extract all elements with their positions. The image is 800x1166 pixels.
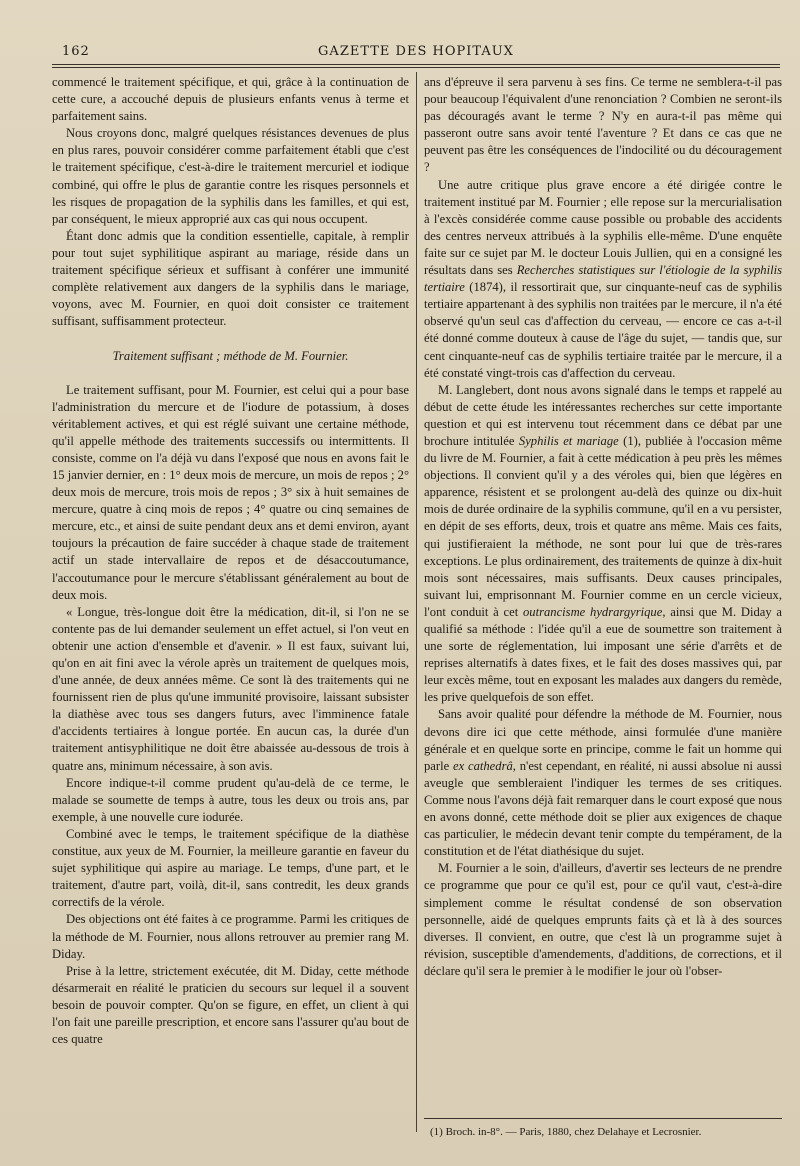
paragraph: Étant donc admis que la condition essentielle, capitale, à remplir pour tout sujet syphilitique aspirant au mariage, réside dans un traitement spécifique sérieux et suffisant à conférer une immunité complète relativement aux dangers de la syphilis dans le mariage, voyons, avec M. Fournier, en quoi doit consister ce traitement suffisant, suffisamment protecteur.: [52, 228, 409, 329]
paragraph: commencé le traitement spécifique, et qui, grâce à la continuation de cette cure, a accouché depuis de plusieurs enfants venus à terme et parfaitement sains.: [52, 75, 409, 124]
column-divider: [416, 72, 417, 1132]
paragraph: Prise à la lettre, strictement exécutée, dit M. Diday, cette méthode désarmerait en réalité le praticien du secours sur lequel il a souvent besoin de pouvoir compter. Qu'on se figure, en effet, un client à qui l'on fait une pareille prescription, et encore sans l'assurer qu'au bout de ces quatre: [52, 963, 409, 1047]
text-run: (1874), il ressortirait que, sur cinquante-neuf cas de syphilis tertiaire appartenant à des syphilis non traitées par le mercure, il n'a été observé qu'un seul cas d'affection du cerveau, — encore ce cas a-t-il été donné comme douteux à cause de l'âge du sujet, — tandis que, sur cent cinquante-neuf cas de syphilis tertiaire traitée par le mercure, il a été constaté vingt-trois cas d'affection du cerveau.: [424, 280, 782, 380]
page-header: [52, 42, 780, 62]
header-rule: [52, 64, 780, 65]
paragraph: Des objections ont été faites à ce programme. Parmi les critiques de la méthode de M. Fournier, nous allons retrouver au premier rang M. Diday.: [52, 912, 409, 961]
paragraph: « Longue, très-longue doit être la médication, dit-il, si l'on ne se contente pas de lui demander seulement un effet actuel, si l'on veut en obtenir une action d'ensemble et d'avenir. » Il est faux, suivant lui, qu'on en ait fini avec la vérole après un traitement de quelques mois, d'une année, de deux années même. Ce sont là des traitements qui ne fournissent rien de plus qu'une immunité provisoire, laissant subsister la diathèse avec tous ses dangers futurs, avec l'imminence fatale d'accidents tertiaires à longue portée. En aucun cas, la durée d'un traitement antisyphilitique ne doit être abaissée au-dessous de trois à quatre ans, minimum nécessaire, à son avis.: [52, 604, 409, 773]
paragraph: ans d'épreuve il sera parvenu à ses fins. Ce terme ne semblera-t-il pas pour beaucoup l'équivalent d'une renonciation ? Combien ne seront-ils pas découragés avant le terme ? N'y en aura-t-il pas même qui passeront outre sans avoir tenté l'aventure ? Et dans ce cas que ne peuvent pas être les conséquences de l'indocilité ou du découragement ?: [424, 75, 782, 175]
header-rule-double: [52, 67, 780, 68]
footnote-rule: [424, 1118, 782, 1119]
running-title: GAZETTE DES HOPITAUX: [318, 44, 514, 59]
book-title: Recherches statistiques sur l'étiologie de la syphilis tertiaire: [424, 263, 782, 295]
footnote: (1) Broch. in-8°. — Paris, 1880, chez Delahaye et Lecrosnier.: [430, 1126, 702, 1138]
paragraph: Nous croyons donc, malgré quelques résistances devenues de plus en plus rares, pouvoir considérer comme parfaitement établi que c'est le traitement spécifique, c'est-à-dire le traitement mercuriel et iodique combiné, qui offre le plus de garantie contre les risques personnels et les risques de propagation de la syphilis dans les familles, et qui est, par conséquent, le mieux approprié aux cas qui nous occupent.: [52, 126, 409, 226]
page-number: 162: [62, 44, 90, 59]
section-heading: Traitement suffisant ; méthode de M. Fournier.: [112, 349, 349, 364]
paragraph: Le traitement suffisant, pour M. Fournier, est celui qui a pour base l'administration du mercure et de l'iodure de potassium, à doses véritablement actives, et qui est réglé suivant une certaine méthode, qu'il appelle méthode des traitements successifs ou intermittents. Il consiste, comme on l'a déjà vu dans l'exposé que nous en avons fait le 15 janvier dernier, en : 1° deux mois de mercure, un mois de repos ; 2° deux mois de mercure, trois mois de repos ; 3° six à huit semaines de mercure, quatre à cinq mois de repos ; 4° quatre ou cinq semaines de mercure, etc., et ainsi de suite pendant deux ans et demi environ, ayant toujours la précaution de faire succéder à chaque stade de traitement actif un stade intervallaire de repos et de désaccoutumance, l'accoutumance pour le mercure s'établissant généralement au bout de deux mois.: [52, 382, 409, 602]
paragraph: [424, 382, 782, 707]
text-run: Sans avoir qualité pour défendre la méthode de M. Fournier, nous devons dire ici que cette méthode, ainsi formulée d'une manière générale et en quelque sorte en principe, comme le fait un homme qui parle: [424, 707, 782, 773]
left-column: [52, 74, 409, 1048]
text-run: , n'est cependant, en réalité, ni aussi absolue ni aussi aveugle que sembleraient l'indiquer les termes de ses critiques. Comme nous l'avons déjà fait remarquer dans le court exposé que nous en avons donné, cette méthode doit se plier aux exigences de chaque cas particulier, le médecin devant tenir compte du tempérament, de la constitution et de l'état diathésique du sujet.: [424, 758, 782, 859]
paragraph: Encore indique-t-il comme prudent qu'au-delà de ce terme, le malade se soumette de temps à autre, tous les deux ou trois ans, par exemple, à une nouvelle cure iodurée.: [52, 775, 409, 824]
paragraph: [424, 177, 782, 382]
text-run: (1), publiée à l'occasion même du livre de M. Fournier, a fait à cette médication à peu près les mêmes objections. Il convient qu'il y a des véroles qui, bien que légères en apparence, résistent et se prolongent au-delà des quinze ou dix-huit mois de durée ordinaire de la syphilis commune, qu'il en a vu persister, en dépit de ses efforts, deux, trois et quatre ans même. Mais ces faits, qui justifieraient la méthode, ne sont pour lui que de très-rares exceptions. Le plus ordinairement, des traitements de quinze à dix-huit mois sont nécessaires, mais suffisants. Deux causes principales, suivant lui, emprisonnant M. Fournier comme en un cercle vicieux, l'ont conduit à cet: [424, 433, 782, 619]
book-title: Syphilis et mariage: [518, 433, 619, 448]
right-column: [424, 74, 782, 980]
text-run: Une autre critique plus grave encore a été dirigée contre le traitement institué par M. Fournier ; elle repose sur la mercurialisation à l'excès considérée comme cause possible ou probable des accidents des centres nerveux attribués à la syphilis elle-même. D'une enquête faite sur ce sujet par M. le docteur Louis Jullien, qui en a consigné les résultats dans ses: [424, 177, 782, 278]
text-run: , ainsi que M. Diday a qualifié sa méthode : l'idée qu'il a eue de soumettre son traitement à une sorte de réglementation, lui imposant une série d'arrêts et de reprises alternatifs à dates fixes, et le fait des doses massives qui, par leur excès même, tout en exposant les malades aux dangers du remède, les prive quelquefois de son effet.: [424, 604, 783, 705]
paragraph: [424, 706, 782, 860]
italic-phrase: outrancisme hydrargyrique: [523, 604, 663, 619]
paragraph: M. Fournier a le soin, d'ailleurs, d'avertir ses lecteurs de ne prendre ce programme que pour ce qu'il est, pour ce qu'il vaut, c'est-à-dire simplement comme le résultat condensé de son observation personnelle, aidé de quelques emprunts faits çà et là à des sources diverses. Il convient, en outre, que c'est là un programme sujet à révision, susceptible d'amendements, d'additions, de corrections, et il déclare qu'il sera le premier à le modifier le jour où l'obser-: [424, 861, 782, 978]
italic-phrase: ex cathedrâ: [453, 758, 513, 773]
paragraph: Combiné avec le temps, le traitement spécifique de la diathèse constitue, aux yeux de M. Fournier, la meilleure garantie en faveur du sujet syphilitique qui aspire au mariage. Le temps, d'une part, et le traitement, d'autre part, voilà, dit-il, sans contredit, les deux grands correctifs de la vérole.: [52, 826, 409, 910]
text-run: M. Langlebert, dont nous avons signalé dans le temps et rappelé au début de cette étude les intéressantes recherches sur cette importante question et qui est intervenu tout récemment dans ce débat par une brochure intitulée: [424, 382, 782, 448]
